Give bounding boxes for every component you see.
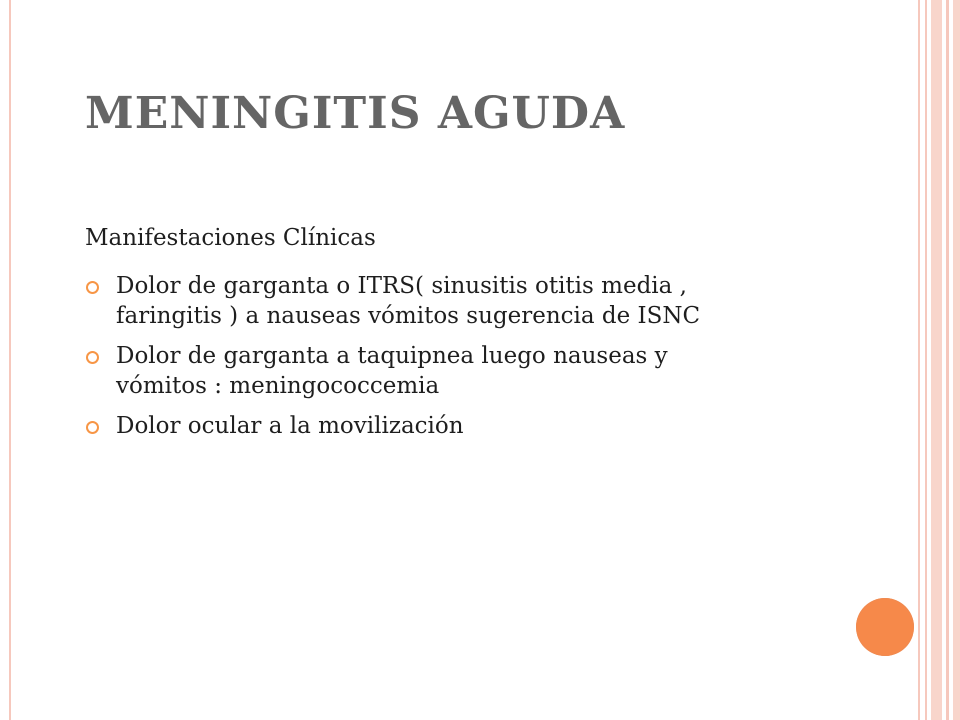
right-stripe xyxy=(953,0,960,720)
left-frame-line xyxy=(9,0,11,720)
bullet-text-line: faringitis ) a nauseas vómitos sugerencia de ISNC xyxy=(116,303,701,329)
bullet-list xyxy=(85,271,885,451)
right-stripe xyxy=(925,0,927,720)
right-stripe xyxy=(918,0,920,720)
bullet-item xyxy=(85,271,885,331)
slide-title: MENINGITIS AGUDA xyxy=(85,88,626,139)
hollow-circle-icon xyxy=(86,351,99,364)
right-stripe xyxy=(946,0,949,720)
decorative-orange-circle xyxy=(856,598,914,656)
bullet-item xyxy=(85,341,885,401)
bullet-text-line: Dolor de garganta o ITRS( sinusitis otitis media , xyxy=(116,273,687,299)
bullet-text-line: Dolor ocular a la movilización xyxy=(116,413,464,439)
bullet-item xyxy=(85,411,885,441)
bullet-text-line: Dolor de garganta a taquipnea luego nauseas y xyxy=(116,343,668,369)
hollow-circle-icon xyxy=(86,281,99,294)
right-stripe xyxy=(931,0,942,720)
bullet-text-line: vómitos : meningococcemia xyxy=(116,373,440,399)
slide-subtitle: Manifestaciones Clínicas xyxy=(85,225,376,251)
hollow-circle-icon xyxy=(86,421,99,434)
